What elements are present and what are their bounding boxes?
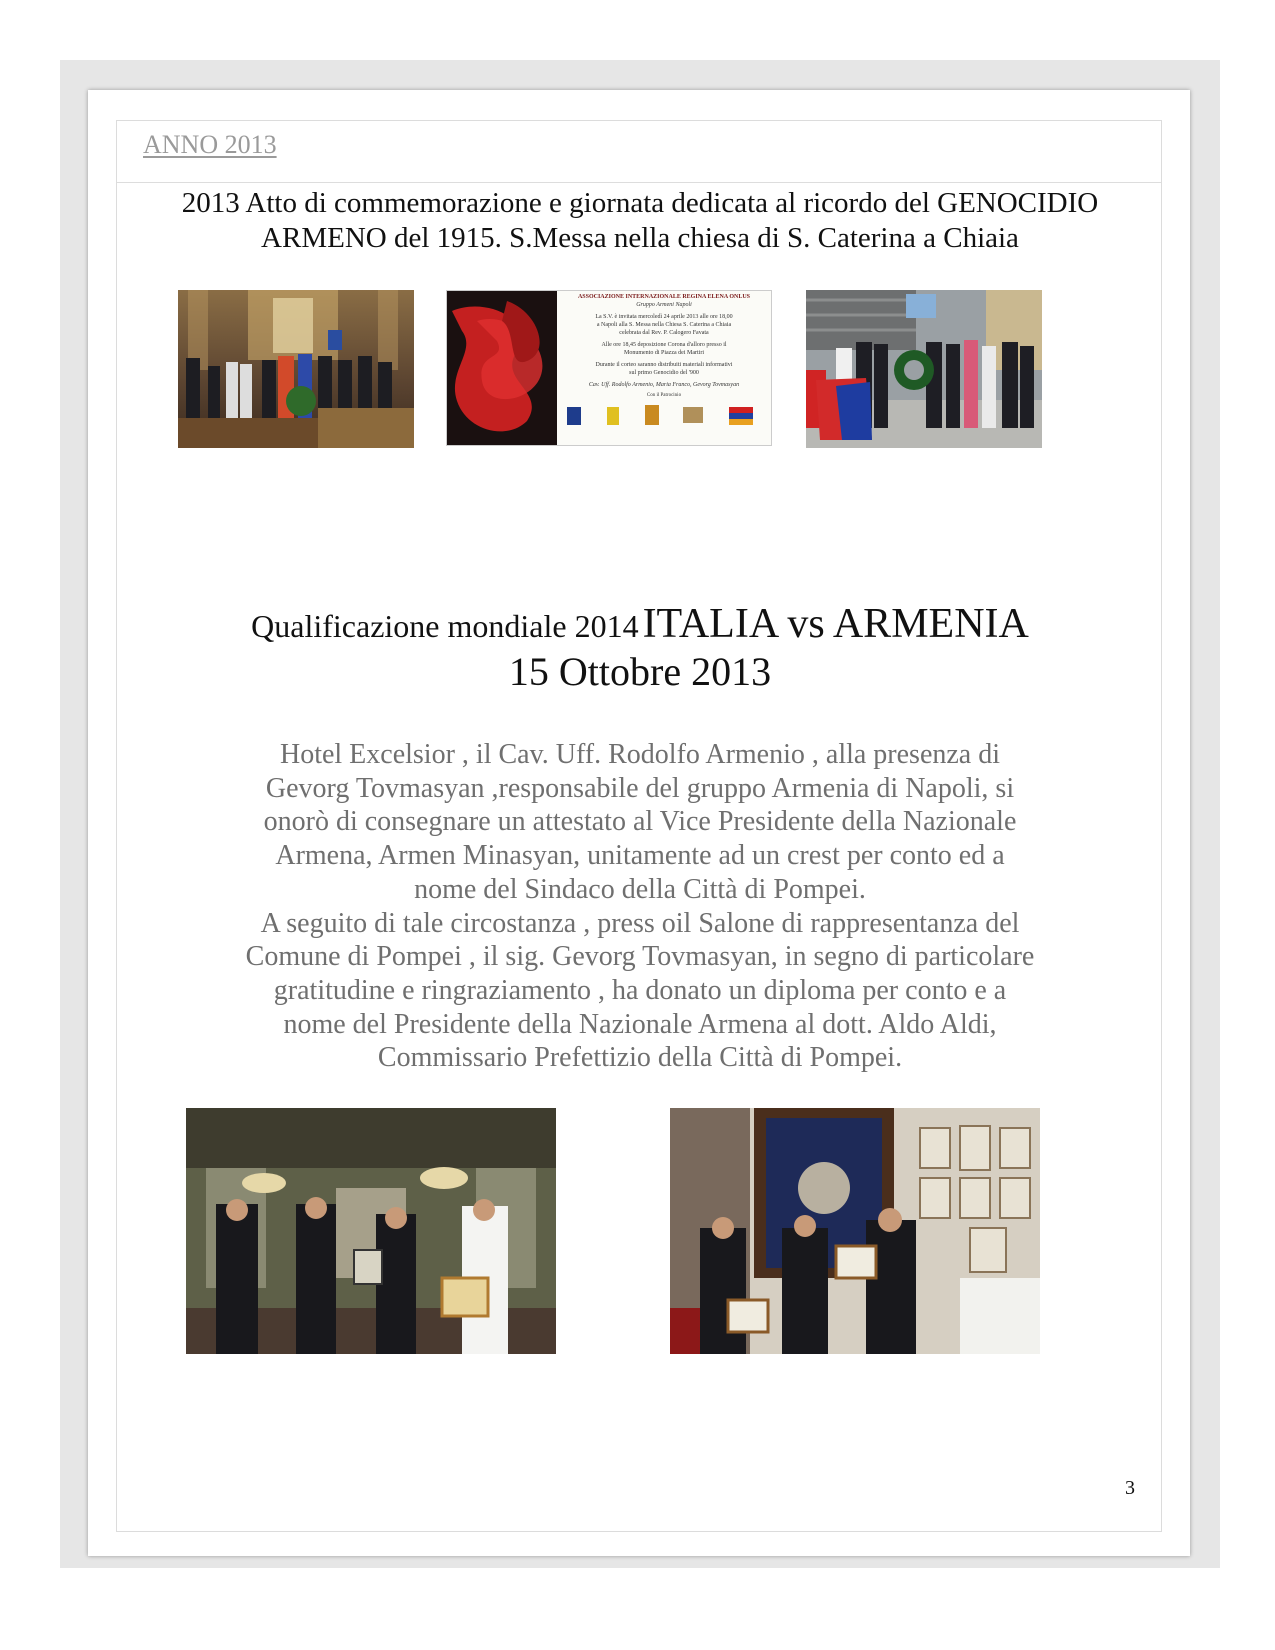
invitation-group: Gruppo Armeni Napoli <box>636 302 692 308</box>
pompei-salone-photo <box>670 1108 1040 1354</box>
invitation-line: La S.V. è invitata mercoledì 24 aprile 2013 alle ore 18,00 <box>595 314 733 320</box>
body-line: Comune di Pompei , il sig. Gevorg Tovmasyan, in segno di particolare <box>245 941 1035 973</box>
invitation-patronage: Con il Patrocinio <box>646 393 682 398</box>
piazza-ceremony-photo <box>806 290 1042 448</box>
invitation-line: Monumento di Piazza dei Martiri <box>624 350 704 356</box>
header-rule <box>117 182 1161 183</box>
match-title <box>130 600 1150 648</box>
body-line: Gevorg Tovmasyan ,responsabile del gruppo Armenia di Napoli, si <box>265 772 1015 804</box>
invitation-line: Cav. Uff. Rodolfo Armenio, Maria Franco, Gevorg Tovmasyan <box>588 382 740 388</box>
body-line: Hotel Excelsior , il Cav. Uff. Rodolfo Armenio , alla presenza di <box>279 739 1001 770</box>
commemoration-title-line: 2013 Atto di commemorazione e giornata dedicata al ricordo del GENOCIDIO <box>181 187 1099 219</box>
body-line: onorò di consegnare un attestato al Vice Presidente della Nazionale <box>263 806 1017 838</box>
running-head: ANNO 2013 <box>143 130 277 159</box>
body-line: nome del Presidente della Nazionale Armena al dott. Aldo Aldi, <box>283 1008 997 1040</box>
patronage-logos <box>447 291 772 446</box>
invitation-card-image <box>446 290 772 446</box>
match-title-teams: ITALIA vs ARMENIA <box>642 601 1029 647</box>
match-date: 15 Ottobre 2013 <box>508 649 772 694</box>
invitation-line: Alle ore 18,45 deposizione Corona d'alloro presso il <box>601 342 727 348</box>
invitation-line: sul primo Genocidio del '900 <box>629 370 699 376</box>
page-number: 3 <box>1125 1477 1135 1499</box>
invitation-line: Durante il corteo saranno distribuiti materiali informativi <box>595 362 733 368</box>
invitation-org: ASSOCIAZIONE INTERNAZIONALE REGINA ELENA ONLUS <box>577 294 751 300</box>
body-line: A seguito di tale circostanza , press oil Salone di rappresentanza del <box>260 907 1020 939</box>
invitation-line: a Napoli alla S. Messa nella Chiesa S. Caterina a Chiaia <box>596 322 732 328</box>
body-line: gratitudine e ringraziamento , ha donato un diploma per conto e a <box>273 974 1007 1006</box>
body-line: Commissario Prefettizio della Città di Pompei. <box>377 1042 903 1074</box>
body-paragraph <box>170 738 1110 1075</box>
hotel-excelsior-photo <box>186 1108 556 1354</box>
commemoration-title-line: ARMENO del 1915. S.Messa nella chiesa di S. Caterina a Chiaia <box>261 222 1019 254</box>
body-line: nome del Sindaco della Città di Pompei. <box>414 873 866 905</box>
body-line: Armena, Armen Minasyan, unitamente ad un crest per conto ed a <box>275 840 1005 872</box>
invitation-line: celebrata dal Rev. P. Calogero Favata <box>619 330 709 336</box>
match-title-prefix: Qualificazione mondiale 2014 <box>251 608 639 644</box>
commemoration-title <box>130 186 1150 256</box>
church-group-photo <box>178 290 414 448</box>
